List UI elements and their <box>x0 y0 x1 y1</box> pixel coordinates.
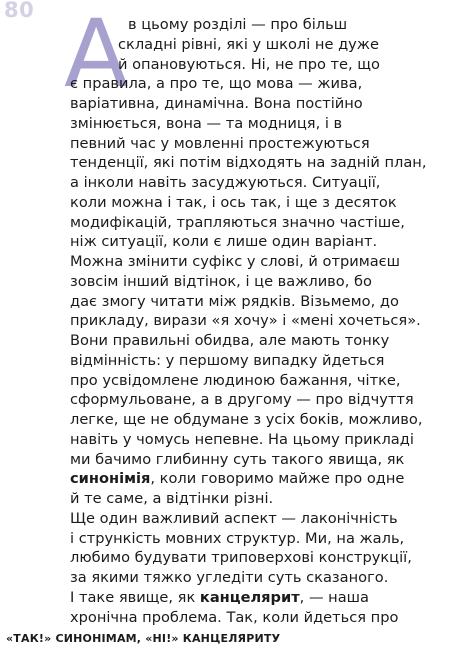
text-line: хронічна проблема. Так, коли йдеться про <box>70 608 399 626</box>
line-segment: , — наша <box>299 588 369 606</box>
text-line: відмінність: у першому випадку йдеться <box>70 351 385 369</box>
text-line <box>70 469 404 489</box>
text-line: тенденції, які потім відходять на задній план, <box>70 154 427 172</box>
text-line: Вони правильні обидва, але мають тонку <box>70 332 390 349</box>
text-line: є правила, а про те, що мова — жива, <box>70 75 363 93</box>
text-line: складні рівні, які у школі не дуже <box>118 35 379 53</box>
text-line: в цьому розділі — про більш <box>128 16 348 33</box>
page-number: 80 <box>4 0 35 22</box>
text-line: варіативна, динамічна. Вона постійно <box>70 95 363 112</box>
text-line: а інколи навіть засуджуються. Ситуації, <box>70 174 381 191</box>
text-line: за якими тяжко угледіти суть сказаного. <box>70 569 389 586</box>
text-line: сформульоване, а в другому — про відчуття <box>70 391 414 409</box>
text-line: Можна змінити суфікс у слові, й отримаєш <box>70 253 401 270</box>
bold-term: канцелярит <box>199 588 300 606</box>
text-line: модифікацій, трапляються значно частіше, <box>70 213 405 231</box>
text-line <box>70 588 369 608</box>
bold-term: синонімія <box>70 470 151 488</box>
text-line: змінюється, вона — та модниця, і в <box>70 114 343 132</box>
text-line: й те саме, а відтінки різні. <box>70 490 274 507</box>
line-segment: І таке явище, як <box>70 588 200 606</box>
text-line: й опановуються. Ні, не про те, що <box>118 55 380 73</box>
text-line: зовсім інший відтінок, і це важливо, бо <box>70 272 372 290</box>
line-segment: , коли говоримо майже про одне <box>150 470 405 488</box>
text-line: і стрункість мовних структур. Ми, на жаль, <box>70 529 405 547</box>
text-line: ніж ситуації, коли є лише один варіант. <box>70 233 378 251</box>
text-line: навіть у чомусь непевне. На цьому прикладі <box>70 430 414 448</box>
drop-cap: А <box>64 0 129 109</box>
running-footer: «ТАК!» СИНОНІМАМ, «НІ!» КАНЦЕЛЯРИТУ <box>6 632 281 645</box>
text-line: певний час у мовленні простежуються <box>70 134 370 152</box>
text-line: любимо будувати триповерхові конструкції, <box>70 549 412 567</box>
text-line: Ще один важливий аспект — лаконічність <box>70 509 398 527</box>
text-line: про усвідомлене людиною бажання, чітке, <box>70 371 401 389</box>
text-line: прикладу, вирази «я хочу» і «мені хочеться». <box>70 312 421 330</box>
text-line: коли можна і так, і ось так, і ще з десяток <box>70 193 397 211</box>
text-line: ми бачимо глибинну суть такого явища, як <box>70 450 405 468</box>
text-line: дає змогу читати між рядків. Візьмемо, до <box>70 292 399 310</box>
text-line: легке, ще не обдумане з усіх боків, можливо, <box>70 411 423 428</box>
